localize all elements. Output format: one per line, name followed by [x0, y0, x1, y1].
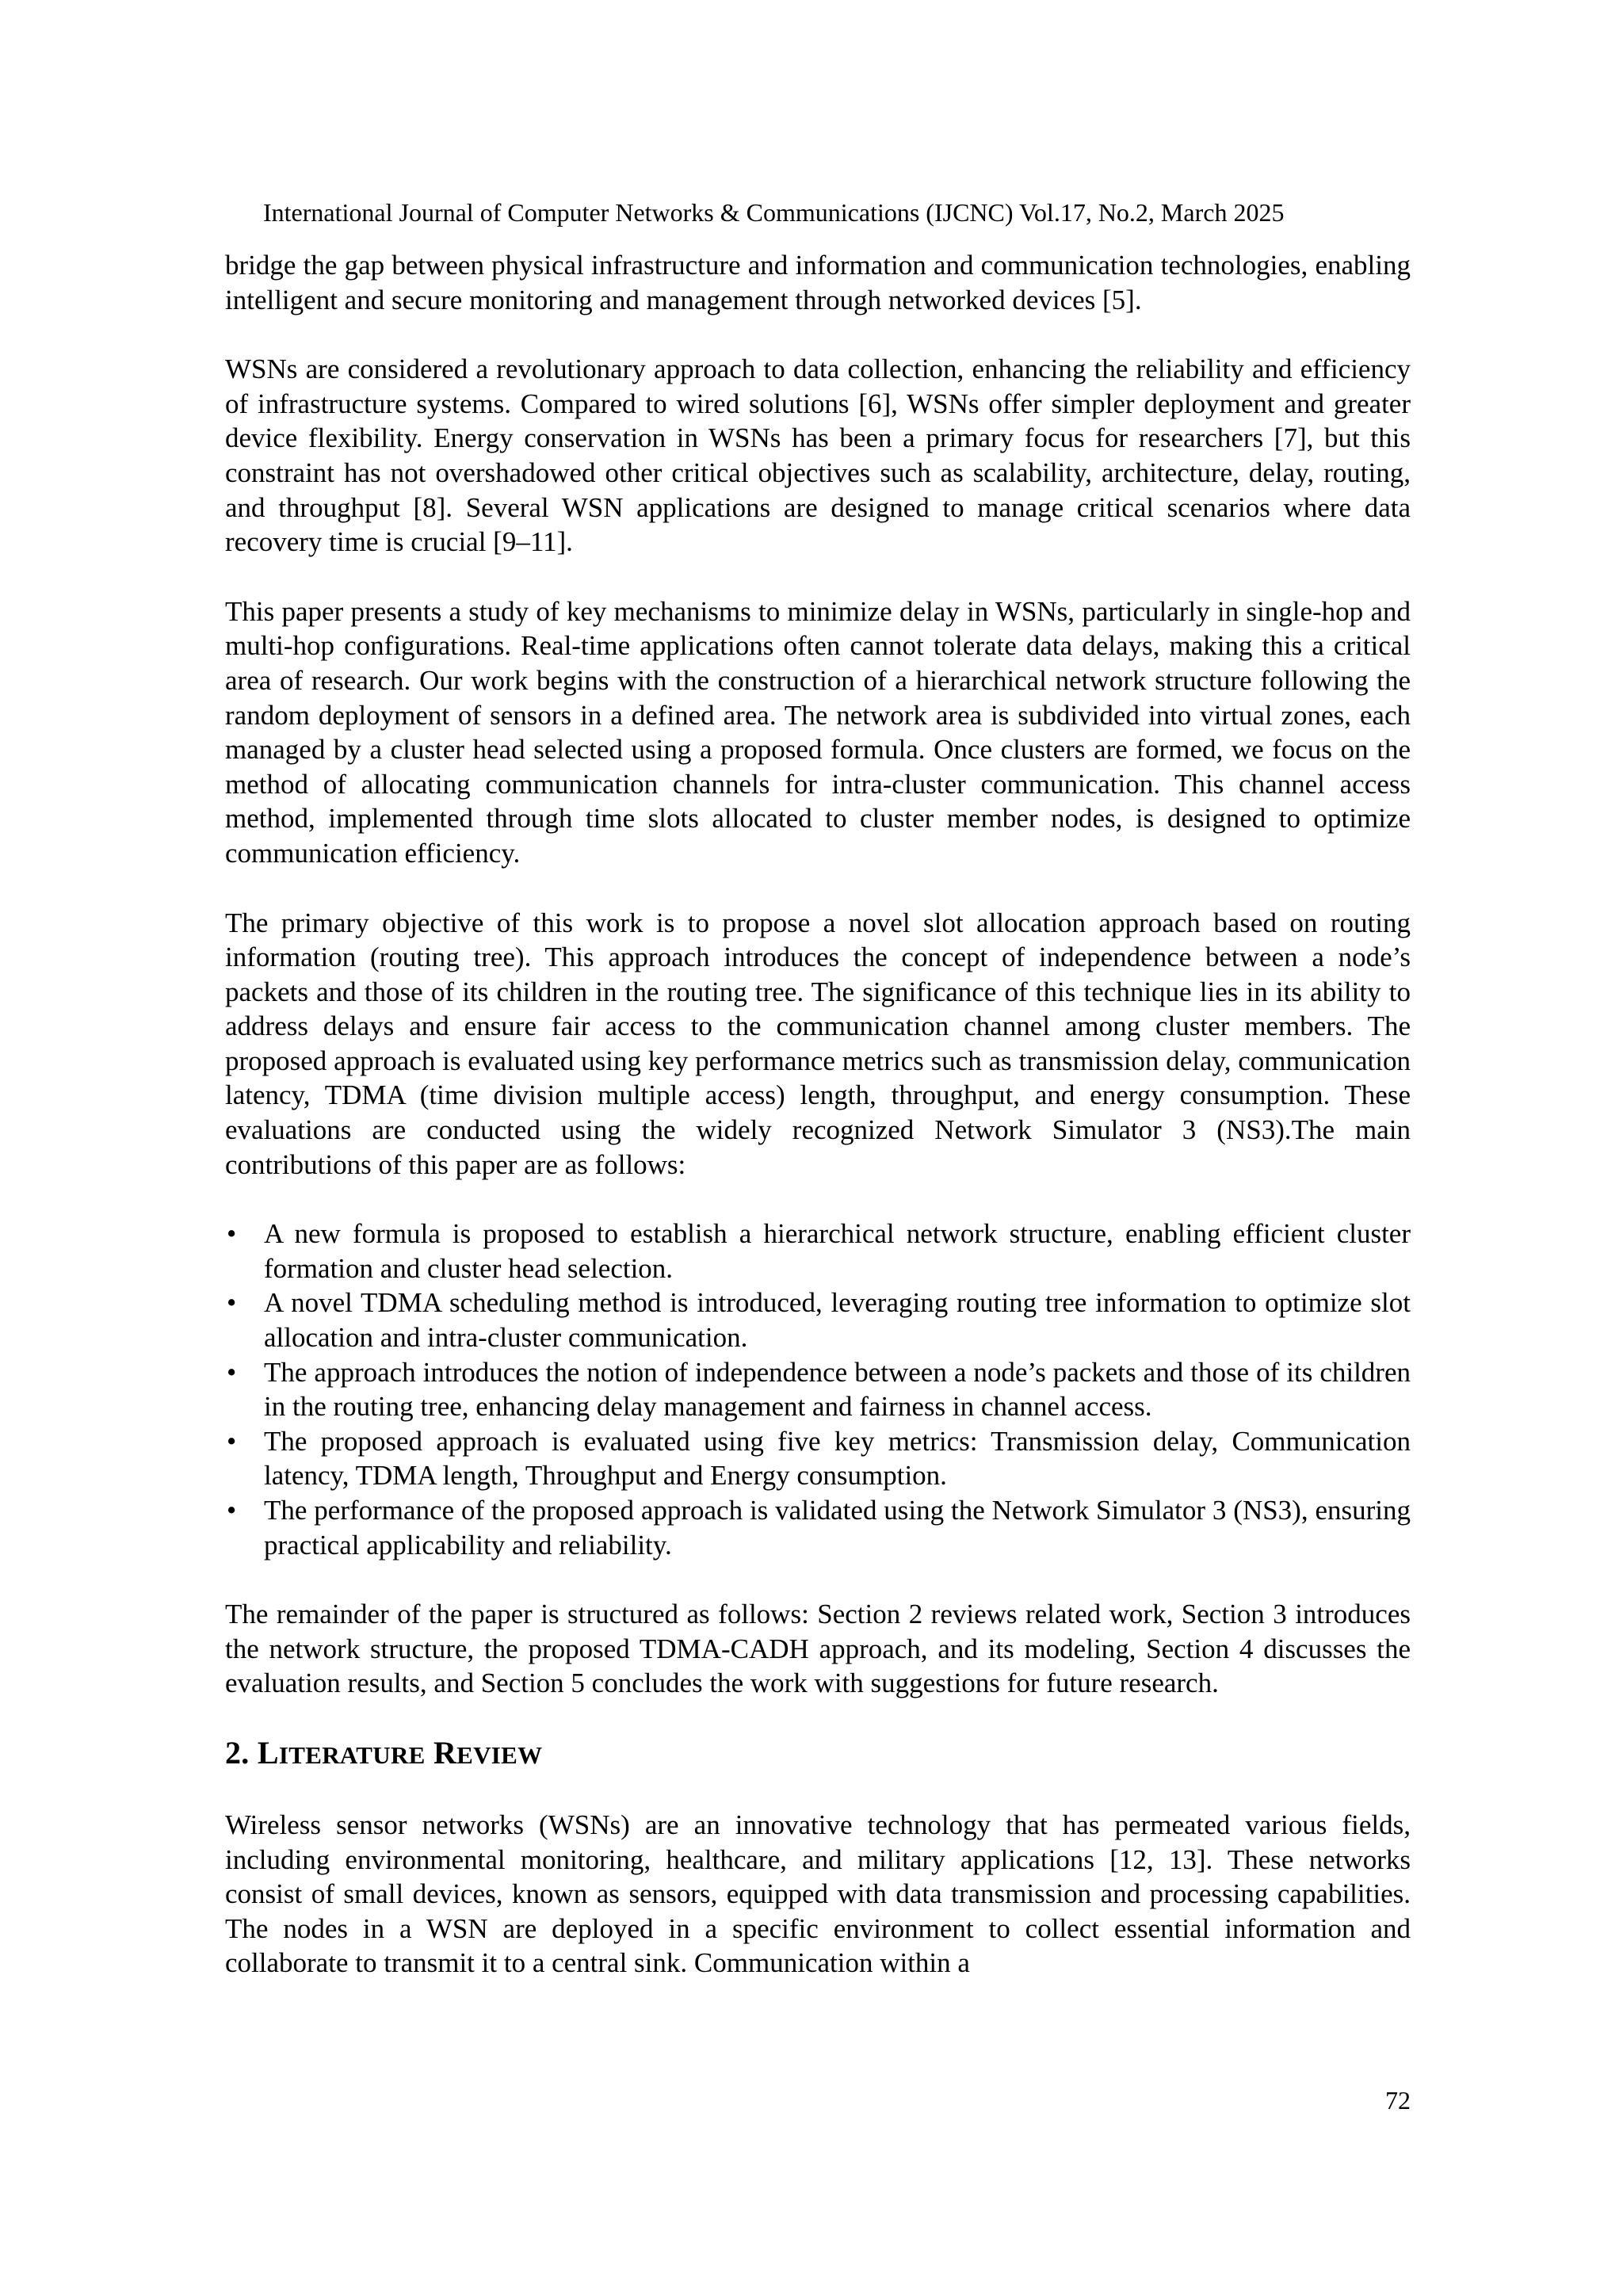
- section-title-rest-1: ITERATURE: [278, 1740, 426, 1769]
- contribution-item: [225, 1424, 1411, 1493]
- contribution-text: The approach introduces the notion of independence between a node’s packets and those of its children in the routing tree, enhancing delay management and fairness in channel access.: [264, 1356, 1411, 1423]
- section-heading: [225, 1736, 1411, 1773]
- page-body: [225, 248, 1411, 2015]
- contribution-text: The proposed approach is evaluated using five key metrics: Transmission delay, Communication latency, TDMA length, Throughput and Energy consumption.: [264, 1425, 1411, 1492]
- section-title-initial-1: L: [257, 1734, 279, 1771]
- paragraph-literature: Wireless sensor networks (WSNs) are an innovative technology that has permeated various fields, including environmental monitoring, healthcare, and military applications [12, 13]. These networks consist of small devices, known as sensors, equipped with data transmission and processing capabilities. The nodes in a WSN are deployed in a specific environment to collect essential information and collaborate to transmit it to a central sink. Communication within a: [225, 1809, 1411, 1979]
- bullet-icon: •: [227, 1287, 237, 1319]
- bullet-icon: •: [227, 1495, 237, 1526]
- contribution-item: [225, 1493, 1411, 1562]
- contribution-text: A new formula is proposed to establish a hierarchical network structure, enabling efficient cluster formation and cluster head selection.: [264, 1218, 1411, 1284]
- running-header: International Journal of Computer Networks & Communications (IJCNC) Vol.17, No.2, March 2025: [263, 198, 1285, 227]
- paragraph-study-overview: This paper presents a study of key mechanisms to minimize delay in WSNs, particularly in single-hop and multi-hop configurations. Real-time applications often cannot tolerate data delays, making this a critical area of research. Our work begins with the construction of a hierarchical network structure following the random deployment of sensors in a defined area. The network area is subdivided into virtual zones, each managed by a cluster head selected using a proposed formula. Once clusters are formed, we focus on the method of allocating communication channels for intra-cluster communication. This channel access method, implemented through time slots allocated to cluster member nodes, is designed to optimize communication efficiency.: [225, 595, 1411, 869]
- contribution-text: A novel TDMA scheduling method is introduced, leveraging routing tree information to optimize slot allocation and intra-cluster communication.: [264, 1287, 1411, 1354]
- bullet-icon: •: [227, 1425, 237, 1457]
- contributions-list: [225, 1217, 1411, 1562]
- bullet-icon: •: [227, 1218, 237, 1250]
- section-title-initial-2: R: [433, 1734, 457, 1771]
- paragraph-outline: The remainder of the paper is structured as follows: Section 2 reviews related work, Section 3 introduces the network structure, the proposed TDMA-CADH approach, and its modeling, Section 4 discusses the evaluation results, and Section 5 concludes the work with suggestions for future research.: [225, 1599, 1411, 1699]
- contribution-text: The performance of the proposed approach is validated using the Network Simulator 3 (NS3), ensuring practical applicability and reliability.: [264, 1495, 1411, 1561]
- page-number: 72: [1385, 2086, 1411, 2115]
- contribution-item: [225, 1355, 1411, 1424]
- paragraph-intro-continued: bridge the gap between physical infrastructure and information and communication technologies, enabling intelligent and secure monitoring and management through networked devices [5].: [225, 250, 1411, 315]
- contribution-item: [225, 1217, 1411, 1286]
- paragraph-wsn-approach: WSNs are considered a revolutionary approach to data collection, enhancing the reliability and efficiency of infrastructure systems. Compared to wired solutions [6], WSNs offer simpler deployment and greater device flexibility. Energy conservation in WSNs has been a primary focus for researchers [7], but this constraint has not overshadowed other critical objectives such as scalability, architecture, delay, routing, and throughput [8]. Several WSN applications are designed to manage critical scenarios where data recovery time is crucial [9–11].: [225, 353, 1411, 558]
- bullet-icon: •: [227, 1356, 237, 1388]
- paragraph-objective: The primary objective of this work is to propose a novel slot allocation approach based on routing information (routing tree). This approach introduces the concept of independence between a node’s packets and those of its children in the routing tree. The significance of this technique lies in its ability to address delays and ensure fair access to the communication channel among cluster members. The proposed approach is evaluated using key performance metrics such as transmission delay, communication latency, TDMA (time division multiple access) length, throughput, and energy consumption. These evaluations are conducted using the widely recognized Network Simulator 3 (NS3).The main contributions of this paper are as follows:: [225, 907, 1411, 1180]
- section-title-rest-2: EVIEW: [456, 1740, 543, 1769]
- contribution-item: [225, 1286, 1411, 1354]
- section-number: 2.: [225, 1734, 250, 1771]
